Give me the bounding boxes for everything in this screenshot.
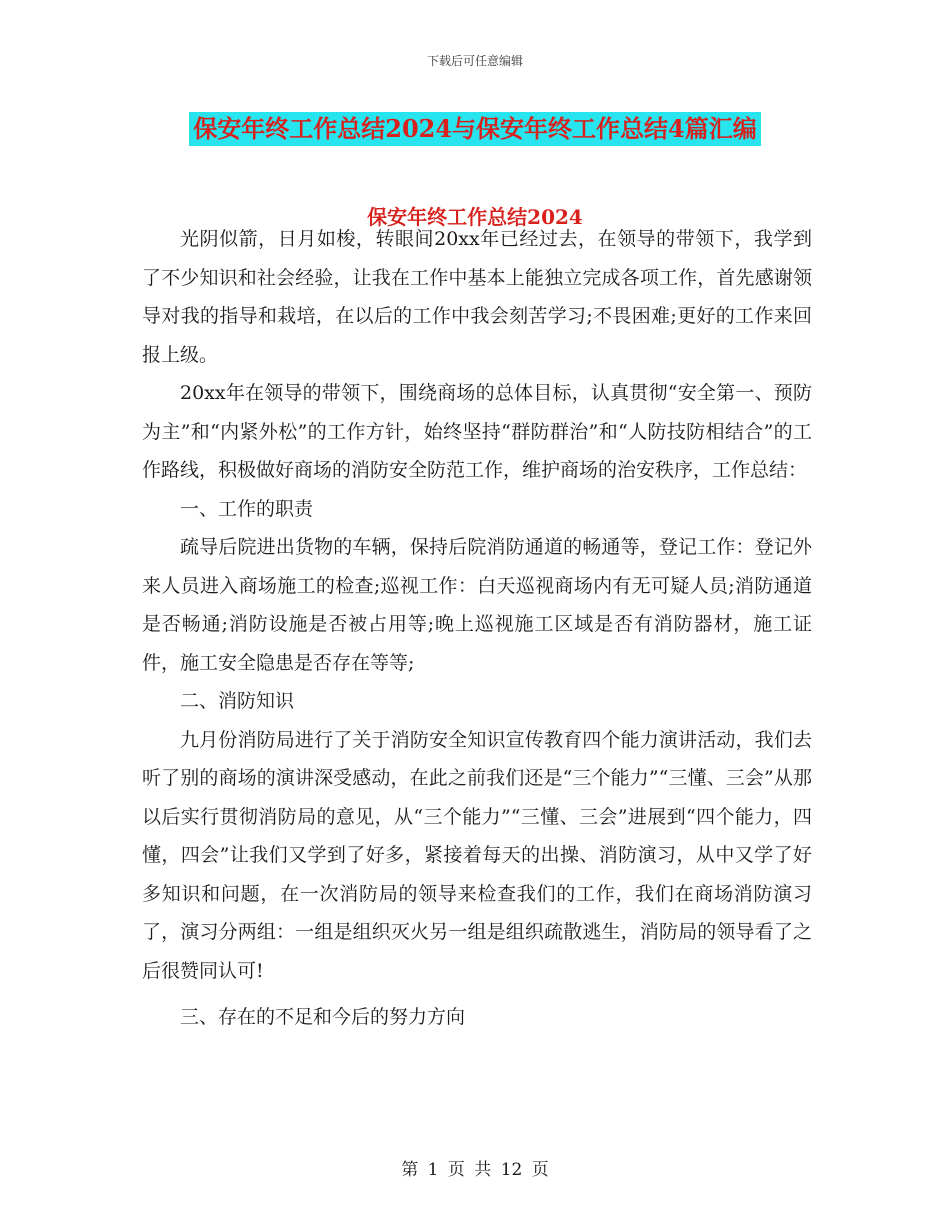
paragraph-fire-knowledge: 九月份消防局进行了关于消防安全知识宣传教育四个能力演讲活动，我们去听了别的商场的演讲深受感动，在此之前我们还是“三个能力”“三懂、三会”从那以后实行贯彻消防局的意见，从“三个能力”“三懂、三会”进展到“四个能力，四懂，四会”让我们又学到了好多，紧接着每天的出操、消防演习，从中又学了好多知识和问题，在一次消防局的领导来检查我们的工作，我们在商场消防演习了，演习分两组：一组是组织灭火另一组是组织疏散逃生，消防局的领导看了之后很赞同认可! (142, 728, 812, 982)
document-title: 保安年终工作总结2024与保安年终工作总结4篇汇编 (189, 112, 761, 146)
header-note: 下载后可任意编辑 (426, 54, 523, 68)
paragraph-intro: 光阴似箭，日月如梭，转眼间20xx年已经过去，在领导的带领下，我学到了不少知识和社会经验，让我在工作中基本上能独立完成各项工作，首先感谢领导对我的指导和栽培，在以后的工作中我会刻苦学习;不畏困难;更好的工作来回报上级。 (142, 228, 812, 366)
heading-duties: 一、工作的职责 (180, 497, 314, 520)
page-indicator: 第 1 页 共 12 页 (401, 1160, 549, 1180)
document-title-wrapper (0, 112, 950, 146)
document-body (142, 220, 812, 1037)
heading-fire-knowledge: 二、消防知识 (180, 690, 295, 712)
section-title: 保安年终工作总结2024 (367, 205, 583, 229)
paragraph-overview: 20xx年在领导的带领下，围绕商场的总体目标，认真贯彻“安全第一、预防为主”和“内紧外松”的工作方针，始终坚持“群防群治”和“人防技防相结合”的工作路线，积极做好商场的消防安全防范工作，维护商场的治安秩序，工作总结： (142, 382, 812, 481)
heading-shortcomings: 三、存在的不足和今后的努力方向 (180, 1006, 466, 1028)
paragraph-duties: 疏导后院进出货物的车辆，保持后院消防通道的畅通等，登记工作：登记外来人员进入商场施工的检查;巡视工作：白天巡视商场内有无可疑人员;消防通道是否畅通;消防设施是否被占用等;晚上巡视施工区域是否有消防器材，施工证件，施工安全隐患是否存在等等; (142, 536, 812, 674)
